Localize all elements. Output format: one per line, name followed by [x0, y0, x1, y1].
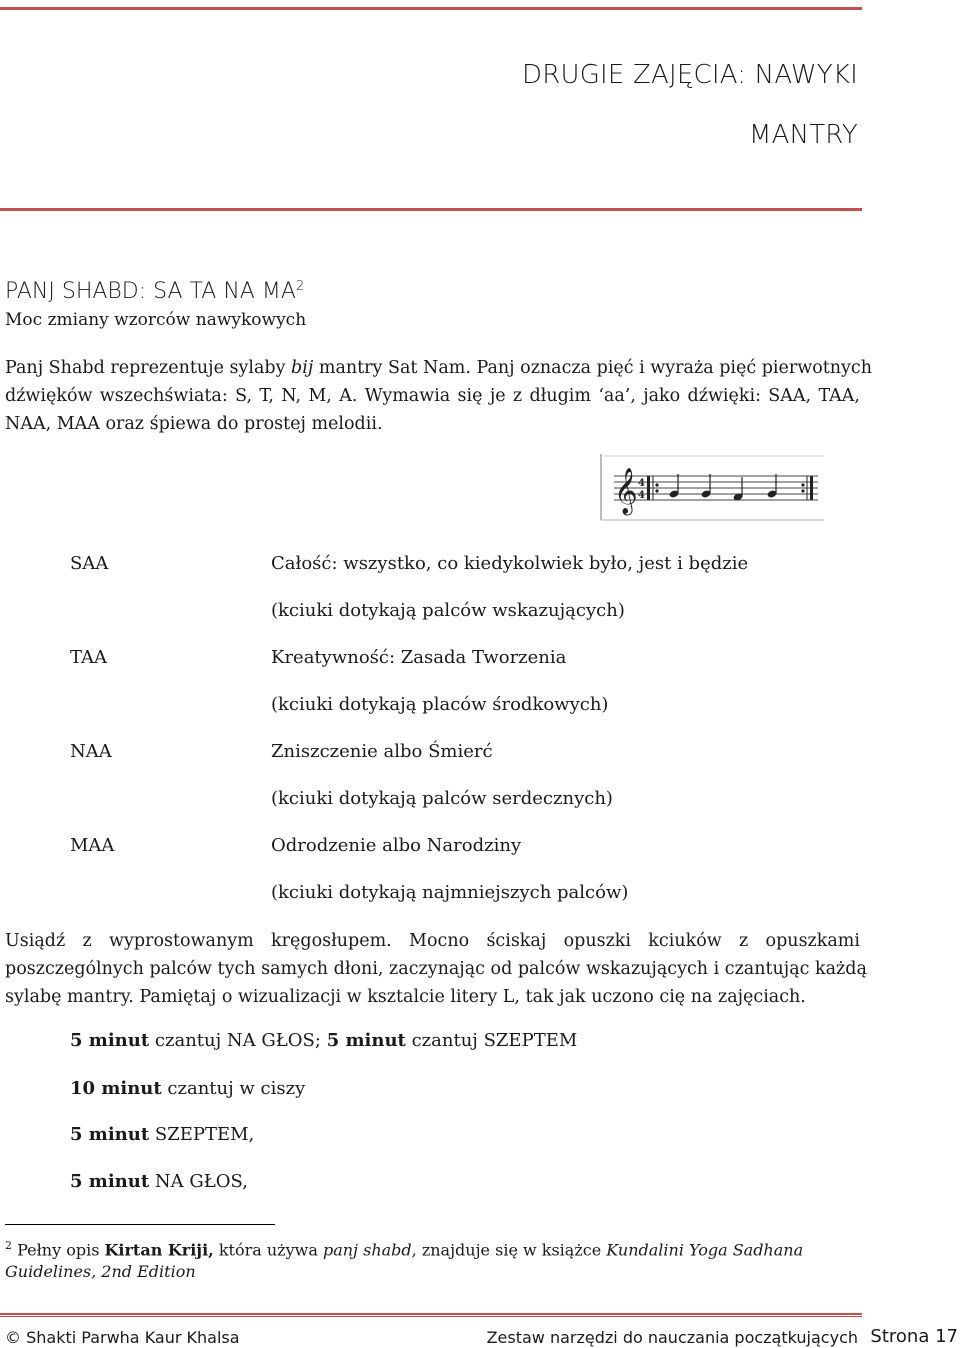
- footer-page-number: Strona 17: [870, 1326, 958, 1347]
- instructions-line: poszczególnych palców tych samych dłoni, zaczynając od palców wskazujących i czantując każdą: [5, 959, 867, 979]
- gesture-saa: (kciuki dotykają palców wskazujących): [271, 600, 625, 621]
- meaning-taa: Kreatywność: Zasada Tworzenia: [271, 647, 567, 668]
- svg-text:4: 4: [638, 478, 645, 489]
- meaning-maa: Odrodzenie albo Narodziny: [271, 835, 522, 856]
- instructions-line: sylabę mantry. Pamiętaj o wizualizacji w ksztalcie litery L, tak jak uczono cię na zajęciach.: [5, 987, 806, 1007]
- section-subtitle: Moc zmiany wzorców nawykowych: [5, 310, 307, 330]
- intro-line: Panj Shabd reprezentuje sylaby bij mantry Sat Nam. Panj oznacza pięć i wyraża pięć pierwotnych: [5, 358, 873, 378]
- schedule-item: 5 minut SZEPTEM,: [70, 1124, 255, 1145]
- syllable-taa: TAA: [70, 647, 108, 668]
- instructions-line: Usiądź z wyprostowanym kręgosłupem. Mocno ściskaj opuszki kciuków z opuszkami: [5, 931, 860, 951]
- intro-line: NAA, MAA oraz śpiewa do prostej melodii.: [5, 414, 383, 434]
- instructions-paragraph: [5, 927, 867, 1011]
- schedule-item: 5 minut NA GŁOS,: [70, 1171, 248, 1192]
- schedule-item: 5 minut czantuj NA GŁOS; 5 minut czantuj SZEPTEM: [70, 1030, 578, 1051]
- svg-text:4: 4: [638, 490, 645, 501]
- header-bottom-rule: [0, 208, 862, 211]
- gesture-taa: (kciuki dotykają placów środkowych): [271, 694, 609, 715]
- syllable-maa: MAA: [70, 835, 115, 856]
- footnote-continuation: Guidelines, 2nd Edition: [5, 1262, 196, 1281]
- footnote-ref[interactable]: 2: [295, 279, 305, 294]
- header-top-rule: [0, 7, 862, 10]
- gesture-maa: (kciuki dotykają najmniejszych palców): [271, 882, 629, 903]
- footnote-number: 2: [5, 1239, 12, 1252]
- meaning-naa: Zniszczenie albo Śmierć: [271, 741, 493, 762]
- intro-paragraph: [5, 354, 873, 438]
- gesture-naa: (kciuki dotykają palców serdecznych): [271, 788, 613, 809]
- page-subtitle: MANTRY: [748, 120, 858, 150]
- intro-line: dźwięków wszechświata: S, T, N, M, A. Wymawia się je z długim ‘aa’, jako dźwięki: SAA, TAA,: [5, 386, 860, 406]
- footnote-separator: [5, 1224, 275, 1225]
- meaning-saa: Całość: wszystko, co kiedykolwiek było, jest i będzie: [271, 553, 749, 574]
- section-title-text: PANJ SHABD: SA TA NA MA: [5, 279, 296, 304]
- svg-text:𝄞: 𝄞: [614, 468, 638, 514]
- footer-rule: [0, 1313, 862, 1317]
- footnote: $^2$ Pełny opis Kirtan Kriji, która używa panj shabd, znajduje się w książce Kundalini Yoga Sadhana: [5, 1239, 804, 1260]
- syllable-naa: NAA: [70, 741, 112, 762]
- footer-book-title: Zestaw narzędzi do nauczania początkujących: [486, 1328, 858, 1347]
- footer-copyright: © Shakti Parwha Kaur Khalsa: [5, 1328, 240, 1347]
- section-title: [5, 279, 304, 304]
- schedule-item: 10 minut czantuj w ciszy: [70, 1078, 306, 1099]
- music-staff-icon: [600, 452, 826, 522]
- syllable-saa: SAA: [70, 553, 109, 574]
- page-title: DRUGIE ZAJĘCIA: NAWYKI: [521, 60, 858, 90]
